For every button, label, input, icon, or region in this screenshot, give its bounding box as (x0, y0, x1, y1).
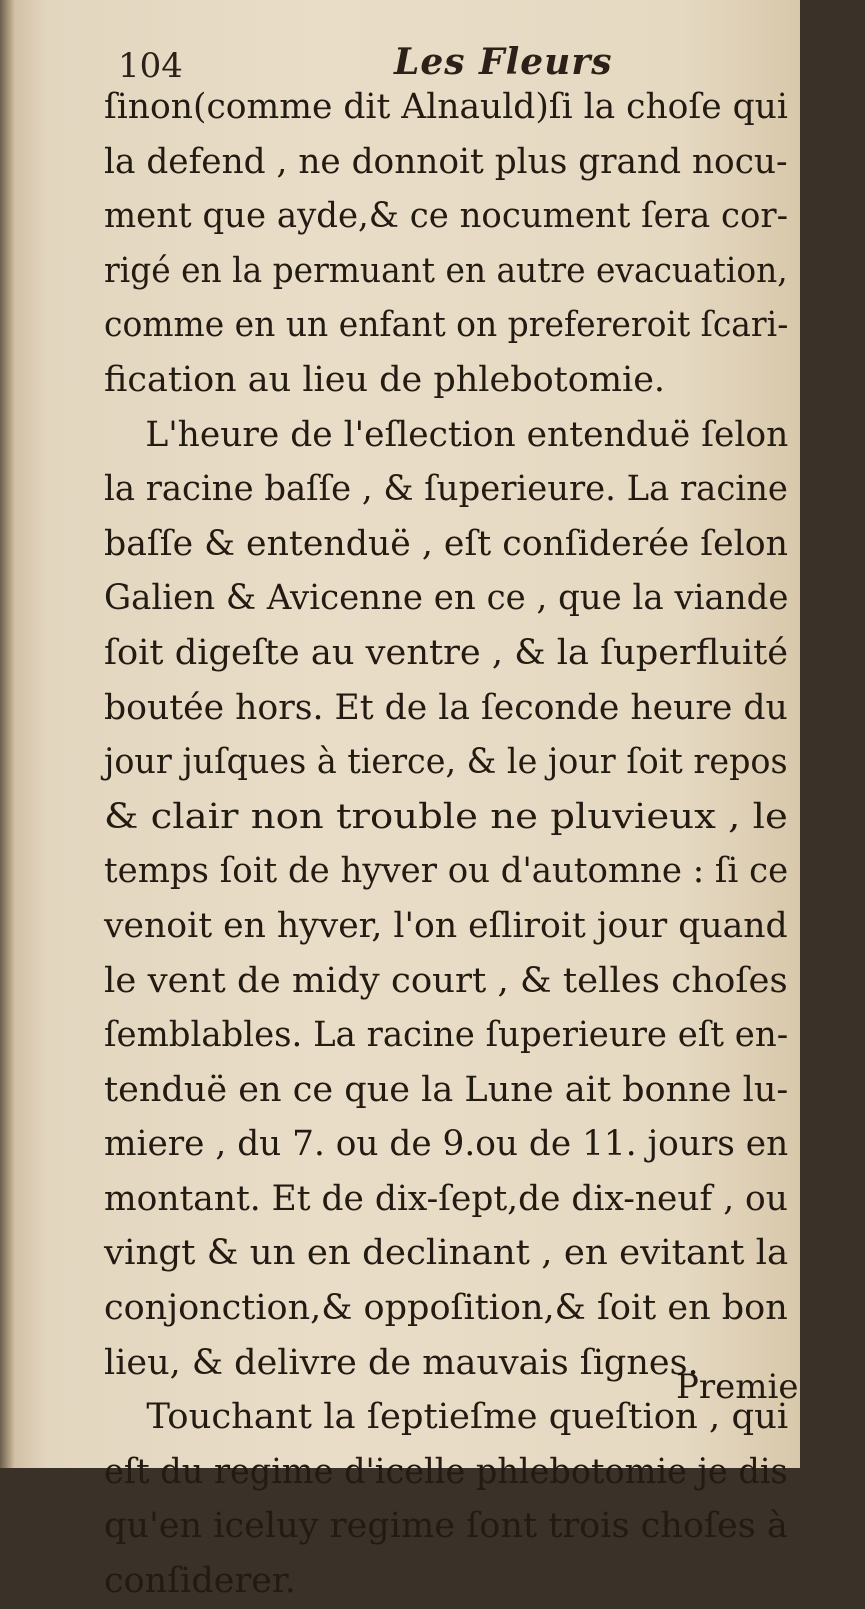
running-title: Les Fleurs (394, 41, 613, 83)
text-line: miere , du 7. ou de 9.ou de 11. jours en (104, 1124, 789, 1165)
text-line: le vent de midy court , & telles choſes (104, 960, 788, 1001)
text-line: fication au lieu de phlebotomie. (104, 359, 666, 400)
text-line: conjonction,& oppoſition,& ſoit en bon (104, 1288, 788, 1329)
page-gutter (0, 0, 14, 1468)
text-line: comme en un enfant on prefereroit ſcari- (104, 305, 789, 346)
paragraph-start-line: L'heure de l'eſlection entenduë ſelon (145, 414, 789, 455)
text-line: temps ſoit de hyver ou d'automne : ſi ce (104, 851, 789, 892)
page-number: 104 (118, 46, 183, 86)
text-line: lieu, & delivre de mauvais ſignes. (104, 1342, 699, 1383)
text-line: conſiderer. (104, 1561, 296, 1602)
text-line: qu'en iceluy regime ſont trois choſes à (104, 1506, 788, 1547)
text-line: venoit en hyver, l'on eſliroit jour quand (104, 905, 788, 946)
text-line: ment que ayde,& ce nocument ſera cor- (104, 196, 789, 237)
text-line: ſinon(comme dit Alnauld)ſi la choſe qui (104, 87, 788, 127)
text-line: baſſe & entenduë , eſt conſiderée ſelon (104, 523, 789, 564)
text-line: montant. Et de dix-ſept,de dix-neuf , ou (104, 1178, 788, 1219)
catchword: Premie (676, 1367, 799, 1407)
text-line: tenduë en ce que la Lune ait bonne lu- (104, 1069, 789, 1110)
paragraph-start-line: Touchant la ſeptieſme queſtion , qui (146, 1397, 789, 1438)
text-line: & clair non trouble ne pluvieux , le (104, 796, 788, 837)
text-line: eſt du regime d'icelle phlebotomie je dis (104, 1451, 788, 1492)
text-line: la defend , ne donnoit plus grand nocu- (104, 141, 788, 182)
text-line: vingt & un en declinant , en evitant la (104, 1233, 789, 1274)
text-line: boutée hors. Et de la ſeconde heure du (104, 687, 788, 728)
text-line: ſoit digeſte au ventre , & la ſuperfluité (104, 632, 789, 673)
text-line: jour juſques à tierce, & le jour ſoit repos (104, 742, 788, 783)
text-line: Galien & Avicenne en ce , que la viande (104, 578, 789, 619)
text-line: la racine baſſe , & ſuperieure. La racine (104, 469, 788, 510)
text-line: ſemblables. La racine ſuperieure eſt en- (104, 1015, 789, 1056)
text-line: rigé en la permuant en autre evacuation, (104, 250, 788, 291)
